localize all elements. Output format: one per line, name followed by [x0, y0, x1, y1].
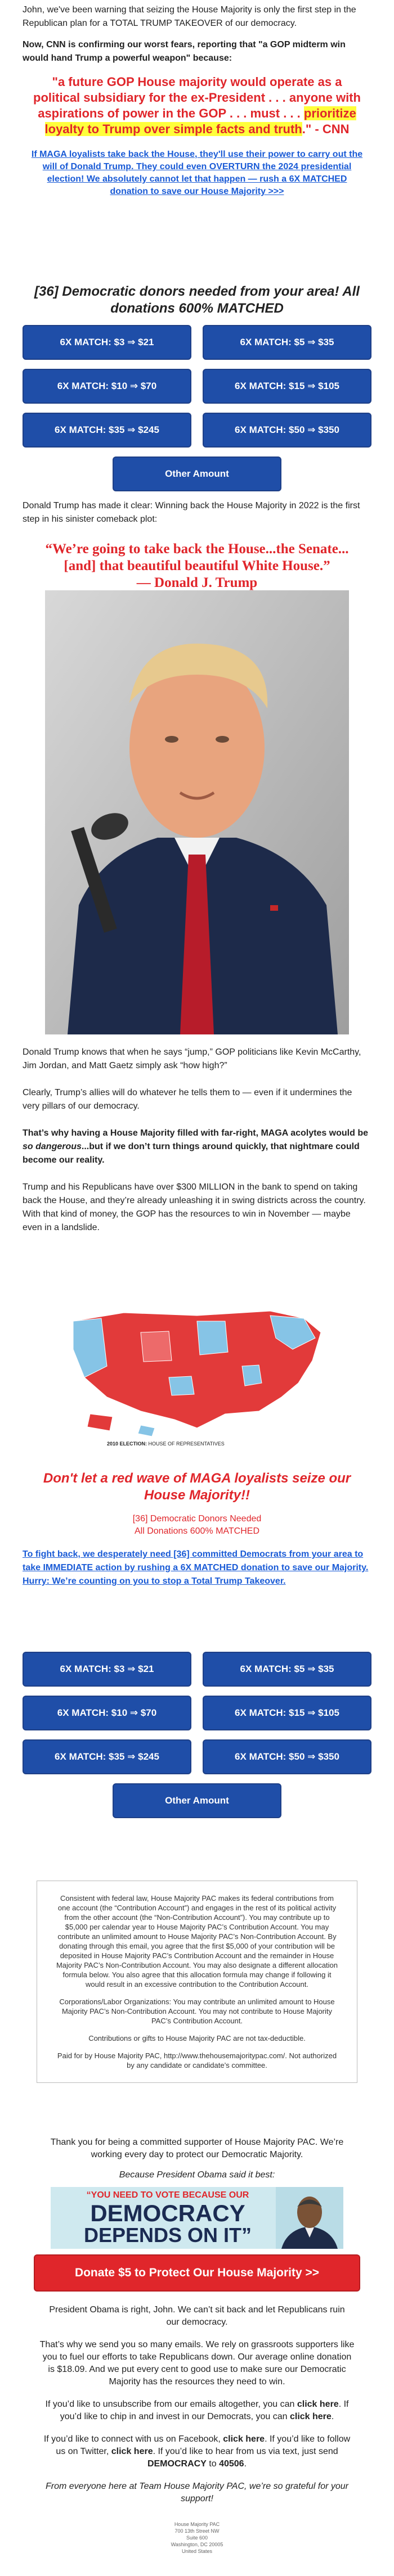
red-wave-heading: Don't let a red wave of MAGA loyalists seize our House Majority!!	[43, 1471, 351, 1503]
mailing-address: House Majority PAC 700 13th Street NW Suite 600 Washington, DC 20005 United States	[171, 2521, 223, 2554]
donate-5-cta-button[interactable]: Donate $5 to Protect Our House Majority >>	[34, 2254, 360, 2292]
election-map-graphic	[56, 1299, 338, 1439]
trump-photo-graphic	[45, 590, 349, 1034]
trump-photo	[45, 590, 349, 1034]
danger-paragraph: That’s why having a House Majority filled with far-right, MAGA acolytes would be so dangerous...but if we don’t turn things around quickly, that nightmare could become our reality.	[23, 1128, 368, 1165]
donate-35-button-2[interactable]: 6X MATCH: $35 ⇒ $245	[23, 1739, 191, 1774]
donate-3-button[interactable]: 6X MATCH: $3 ⇒ $21	[23, 325, 191, 360]
signoff: From everyone here at Team House Majority PAC, we’re so grateful for your support!	[46, 2482, 348, 2503]
intro-paragraph: John, we've been warning that seizing the House Majority is only the first step in the Republican plan for a TOTAL TRUMP TAKEOVER of our democracy.	[23, 5, 356, 28]
unsubscribe-paragraph: If you’d like to unsubscribe from our emails altogether, you can click here. If you’d like to chip in and invest in our Democrats, you can click here.	[45, 2399, 349, 2421]
donors-needed-heading: [36] Democratic donors needed from your area! All donations 600% MATCHED	[34, 284, 360, 316]
twitter-link[interactable]: click here	[111, 2447, 153, 2456]
donate-50-button[interactable]: 6X MATCH: $50 ⇒ $350	[203, 413, 371, 448]
comeback-paragraph: Donald Trump has made it clear: Winning back the House Majority in 2022 is the first step in his sinister comeback plot:	[23, 501, 360, 524]
obama-portrait	[276, 2187, 343, 2249]
disclaimer-tax: Contributions or gifts to House Majority PAC are not tax-deductible.	[88, 2034, 306, 2042]
other-amount-button-2[interactable]: Other Amount	[113, 1783, 281, 1818]
money-paragraph: Trump and his Republicans have over $300 MILLION in the bank to spend on taking back the House, and they’re already unleashing it in swing districts across the country. With that kind of money, the GOP has the resources to win in November — maybe even in a landslide.	[23, 1182, 366, 1232]
donate-35-button[interactable]: 6X MATCH: $35 ⇒ $245	[23, 413, 191, 448]
banner-democracy-text: DEMOCRACY	[90, 2200, 245, 2226]
other-amount-button[interactable]: Other Amount	[113, 457, 281, 491]
thanks-paragraph: Thank you for being a committed supporter of House Majority PAC. We’re working every day to protect our Democratic Majority.	[50, 2137, 344, 2159]
intro-cnn-paragraph: Now, CNN is confirming our worst fears, reporting that "a GOP midterm win would hand Trump a powerful weapon" because:	[23, 40, 346, 63]
grassroots-paragraph: That’s why we send you so many emails. We rely on grassroots supporters like you to fuel our efforts to take Republicans down. Our average online donation is $18.09. And we put every cent to good use to make sure our Democratic Majority has the resources they need to win.	[39, 2340, 355, 2387]
facebook-link[interactable]: click here	[223, 2434, 265, 2444]
chip-in-link[interactable]: click here	[289, 2412, 332, 2421]
obama-banner	[51, 2187, 343, 2249]
donors-needed-subheading: [36] Democratic Donors Needed	[132, 1514, 262, 1524]
donate-10-button[interactable]: 6X MATCH: $10 ⇒ $70	[23, 369, 191, 404]
disclaimer-paid-for: Paid for by House Majority PAC, http://www.thehousemajoritypac.com/. Not authorized by any candidate or candidate’s committee.	[57, 2051, 337, 2069]
donate-15-button-2[interactable]: 6X MATCH: $15 ⇒ $105	[203, 1696, 371, 1730]
donate-3-button-2[interactable]: 6X MATCH: $3 ⇒ $21	[23, 1652, 191, 1687]
matched-subheading: All Donations 600% MATCHED	[134, 1526, 259, 1536]
cnn-quote: "a future GOP House majority would operate as a political subsidiary for the ex-President . . . anyone with aspirations of power in the GOP . . . must . . . prioritize loyalty to Trump over simple facts and truth." - CNN	[33, 75, 361, 136]
election-map	[56, 1299, 338, 1450]
banner-top-text: “YOU NEED TO VOTE BECAUSE OUR	[86, 2190, 249, 2200]
banner-depends-text: DEPENDS ON IT”	[83, 2224, 252, 2247]
obama-intro: Because President Obama said it best:	[119, 2170, 275, 2180]
donate-link-fight-back[interactable]: To fight back, we desperately need [36] committed Democrats from your area to take IMMEDIATE action by rushing a 6X MATCHED donation to save our Majority. Hurry: We’re counting on you to stop a Total Trump Takeover.	[23, 1549, 369, 1586]
donation-buttons-1	[23, 325, 371, 448]
trump-quote: “We’re going to take back the House...the Senate... [and] that beautiful beautiful White House.”	[45, 541, 349, 573]
donate-15-button[interactable]: 6X MATCH: $15 ⇒ $105	[203, 369, 371, 404]
donation-buttons-2	[23, 1652, 371, 1774]
disclaimer-corporations: Corporations/Labor Organizations: You may contribute an unlimited amount to House Majority PAC’s Non-Contribution Account. You may not contribute to House Majority PAC’s Contribution Account.	[59, 1997, 335, 2025]
obama-right-paragraph: President Obama is right, John. We can’t sit back and let Republicans ruin our democracy.	[49, 2305, 345, 2327]
disclaimer-accounts: Consistent with federal law, House Majority PAC makes its federal contributions from one account (the “Contribution Account”) and engages in the rest of its political activity from the other account (the “Non-Contribution Account”). You may contribute up to $5,000 per calendar year to House Majority PAC’s Contribution Account. You may contribute an unlimited amount to House Majority PAC’s Non-Contribution Account. By donating through this email, you agree that the first $5,000 of your contribution will be deposited in House Majority PAC’s Contribution Account and the remainder in House Majority PAC’s Non-Contribution Account. You may also designate a different allocation formula below. You also agree that this allocation formula may change if following it would result in an excessive contribution to the Contribution Account.	[56, 1894, 338, 1989]
trump-quote-attribution: — Donald J. Trump	[136, 575, 258, 590]
map-caption: 2010 ELECTION: HOUSE OF REPRESENTATIVES	[107, 1441, 225, 1447]
donate-link-intro[interactable]: If MAGA loyalists take back the House, they'll use their power to carry out the will of Donald Trump. They could even OVERTURN the 2024 presidential election! We absolutely cannot let that happen — rush a 6X MATCHED donation to save our House Majority >>>	[31, 150, 363, 196]
unsubscribe-link[interactable]: click here	[297, 2399, 339, 2409]
allies-paragraph: Clearly, Trump’s allies will do whatever he tells them to — even if it undermines the very pillars of our democracy.	[23, 1088, 352, 1111]
donate-10-button-2[interactable]: 6X MATCH: $10 ⇒ $70	[23, 1696, 191, 1730]
donate-5-button[interactable]: 6X MATCH: $5 ⇒ $35	[203, 325, 371, 360]
mccarthy-paragraph: Donald Trump knows that when he says “jump,” GOP politicians like Kevin McCarthy, Jim Jordan, and Matt Gaetz simply ask “how high?”	[23, 1047, 361, 1070]
donate-5-button-2[interactable]: 6X MATCH: $5 ⇒ $35	[203, 1652, 371, 1687]
social-paragraph: If you’d like to connect with us on Facebook, click here. If you’d like to follow us on Twitter, click here. If you’d like to hear from us via text, just send DEMOCRACY to 40506.	[43, 2434, 351, 2469]
legal-disclaimer	[37, 1881, 357, 2083]
donate-50-button-2[interactable]: 6X MATCH: $50 ⇒ $350	[203, 1739, 371, 1774]
